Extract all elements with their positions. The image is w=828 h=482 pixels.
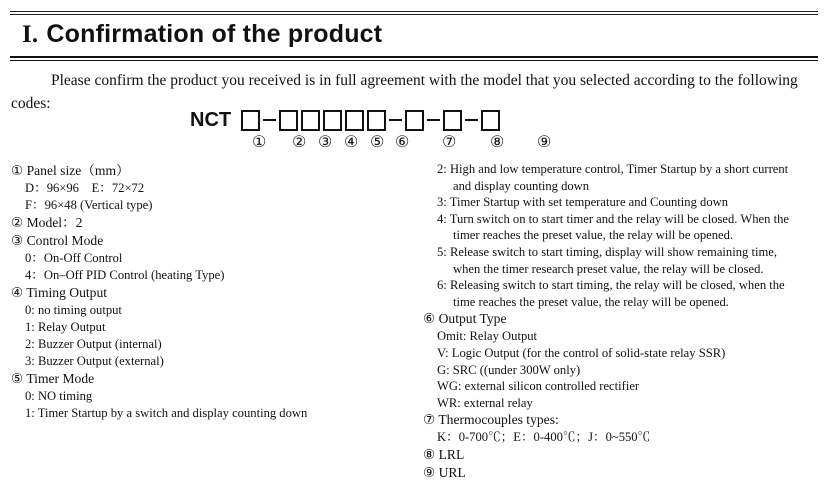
control-mode-item: 0：On-Off Control (25, 251, 123, 265)
intro-paragraph: Please confirm the product you received is in full agreement with the model that you selected according to the following codes: (11, 72, 798, 112)
timer-mode-item-cont: time reaches the preset value, the relay will be opened. (453, 294, 729, 309)
thermocouples-line: K：0-700℃；E：0-400℃；J：0~550℃ (437, 430, 651, 445)
code-label-5: ⑤ (370, 134, 385, 151)
code-label-7: ⑦ (442, 134, 457, 151)
timer-mode-item: 0: NO timing (25, 389, 93, 403)
code-label-6: ⑥ (395, 134, 410, 151)
code-label-9: ⑨ (537, 134, 552, 151)
code-label-4: ④ (344, 134, 359, 151)
timer-mode-item: 3: Timer Startup with set temperature and Counting down (437, 195, 729, 210)
timer-mode-item: 1: Timer Startup by a switch and display counting down (25, 406, 308, 420)
output-type-item: Omit: Relay Output (437, 329, 538, 344)
code-box-3 (301, 110, 320, 131)
header-top-rule-inner (10, 14, 818, 15)
code-label-1: ① (252, 134, 267, 151)
section-heading (22, 20, 382, 49)
code-label-8: ⑧ (490, 134, 505, 151)
code-box-8 (443, 110, 462, 131)
panel-size-title: ① Panel size（mm） (11, 163, 130, 178)
header-top-rule (10, 11, 818, 12)
timer-mode-title: ⑤ Timer Mode (11, 371, 95, 386)
code-box-2 (279, 110, 298, 131)
heading-underline (10, 56, 818, 58)
code-box-1 (241, 110, 260, 131)
heading-underline-thin (10, 60, 818, 61)
model-prefix: NCT (190, 108, 232, 131)
control-mode-title: ③ Control Mode (11, 233, 104, 248)
timer-mode-item-cont: timer reaches the preset value, the relay will be opened. (453, 228, 734, 243)
panel-size-line: D：96×96 E：72×72 (25, 181, 145, 195)
section-title: Confirmation of the product (46, 20, 383, 48)
code-box-7 (405, 110, 424, 131)
panel-size-line: F：96×48 (Vertical type) (25, 198, 153, 212)
output-type-item: WR: external relay (437, 395, 533, 410)
output-type-item: WG: external silicon controlled rectifier (437, 379, 640, 394)
code-box-5 (345, 110, 364, 131)
thermocouples-title: ⑦ Thermocouples types: (423, 412, 559, 428)
timing-output-item: 2: Buzzer Output (internal) (25, 337, 162, 351)
control-mode-item: 4：On–Off PID Control (heating Type) (25, 268, 225, 282)
timer-mode-item: 5: Release switch to start timing, display will show remaining time, (437, 244, 777, 259)
timer-mode-item-cont: when the timer research preset value, the relay will be closed. (453, 261, 764, 276)
model-title: ② Model：2 (11, 215, 83, 230)
timing-output-item: 3: Buzzer Output (external) (25, 354, 164, 368)
left-column (11, 162, 411, 422)
output-type-title: ⑥ Output Type (423, 311, 507, 327)
code-dash (465, 119, 478, 122)
code-dash (389, 119, 402, 122)
timer-mode-item: 2: High and low temperature control, Timer Startup by a short current (437, 162, 789, 176)
right-column (423, 161, 823, 482)
timer-mode-item-cont: and display counting down (453, 178, 590, 193)
code-box-9 (481, 110, 500, 131)
output-type-item: V: Logic Output (for the control of solid-state relay SSR) (437, 345, 726, 360)
url-title: ⑨ URL (423, 464, 466, 480)
code-dash (263, 119, 276, 122)
code-label-3: ③ (318, 134, 333, 151)
timing-output-item: 0: no timing output (25, 303, 122, 317)
output-type-item: G: SRC ((under 300W only) (437, 362, 581, 377)
timing-output-title: ④ Timing Output (11, 285, 108, 300)
code-box-4 (323, 110, 342, 131)
code-dash (427, 119, 440, 122)
code-label-2: ② (292, 134, 307, 151)
timer-mode-item: 4: Turn switch on to start timer and the relay will be closed. When the (437, 211, 789, 226)
code-box-6 (367, 110, 386, 131)
model-code (190, 107, 500, 133)
lrl-title: ⑧ LRL (423, 446, 465, 462)
code-position-labels (0, 132, 828, 152)
timing-output-item: 1: Relay Output (25, 320, 106, 334)
timer-mode-item: 6: Releasing switch to start timing, the relay will be closed, when the (437, 278, 785, 293)
section-number: I. (22, 21, 39, 48)
